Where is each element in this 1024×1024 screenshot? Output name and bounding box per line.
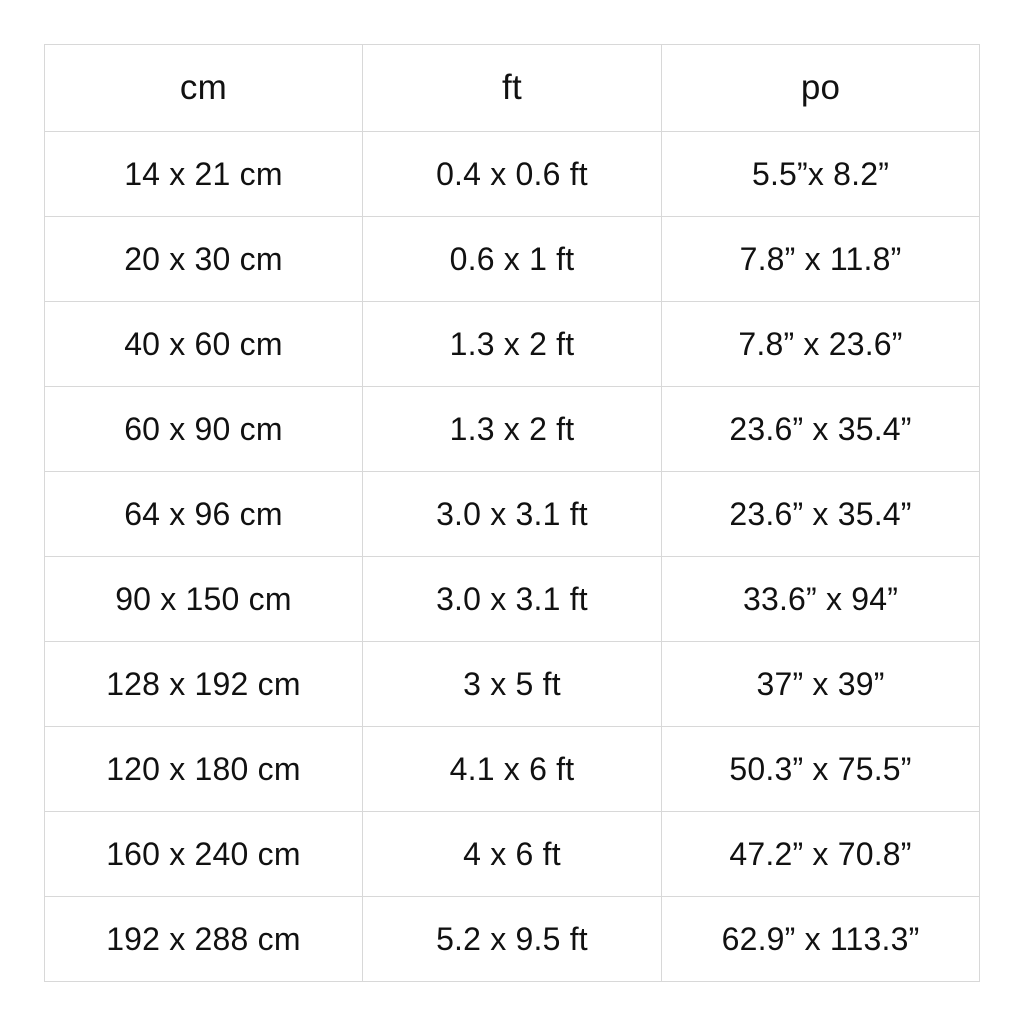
table-body (45, 132, 980, 982)
column-header-po: po (662, 45, 980, 132)
table-row (45, 302, 980, 387)
cell-po: 50.3” x 75.5” (662, 727, 980, 812)
cell-cm: 128 x 192 cm (45, 642, 363, 727)
cell-po: 23.6” x 35.4” (662, 387, 980, 472)
table-row (45, 812, 980, 897)
cell-ft: 0.6 x 1 ft (362, 217, 661, 302)
cell-po: 37” x 39” (662, 642, 980, 727)
cell-po: 23.6” x 35.4” (662, 472, 980, 557)
size-conversion-table (44, 44, 980, 982)
column-header-cm: cm (45, 45, 363, 132)
table-row (45, 642, 980, 727)
table-header-row (45, 45, 980, 132)
cell-po: 5.5”x 8.2” (662, 132, 980, 217)
cell-cm: 90 x 150 cm (45, 557, 363, 642)
size-conversion-table-wrapper (44, 44, 980, 976)
table-row (45, 132, 980, 217)
cell-cm: 64 x 96 cm (45, 472, 363, 557)
cell-cm: 192 x 288 cm (45, 897, 363, 982)
cell-ft: 5.2 x 9.5 ft (362, 897, 661, 982)
table-row (45, 727, 980, 812)
cell-cm: 160 x 240 cm (45, 812, 363, 897)
cell-po: 7.8” x 23.6” (662, 302, 980, 387)
cell-ft: 4 x 6 ft (362, 812, 661, 897)
table-row (45, 217, 980, 302)
cell-ft: 1.3 x 2 ft (362, 387, 661, 472)
cell-po: 62.9” x 113.3” (662, 897, 980, 982)
cell-ft: 4.1 x 6 ft (362, 727, 661, 812)
table-header (45, 45, 980, 132)
table-row (45, 897, 980, 982)
cell-cm: 120 x 180 cm (45, 727, 363, 812)
table-row (45, 472, 980, 557)
cell-po: 47.2” x 70.8” (662, 812, 980, 897)
cell-po: 33.6” x 94” (662, 557, 980, 642)
cell-cm: 40 x 60 cm (45, 302, 363, 387)
cell-po: 7.8” x 11.8” (662, 217, 980, 302)
cell-ft: 1.3 x 2 ft (362, 302, 661, 387)
table-row (45, 557, 980, 642)
cell-ft: 3 x 5 ft (362, 642, 661, 727)
table-row (45, 387, 980, 472)
cell-ft: 3.0 x 3.1 ft (362, 472, 661, 557)
cell-ft: 0.4 x 0.6 ft (362, 132, 661, 217)
cell-ft: 3.0 x 3.1 ft (362, 557, 661, 642)
column-header-ft: ft (362, 45, 661, 132)
cell-cm: 60 x 90 cm (45, 387, 363, 472)
cell-cm: 14 x 21 cm (45, 132, 363, 217)
cell-cm: 20 x 30 cm (45, 217, 363, 302)
